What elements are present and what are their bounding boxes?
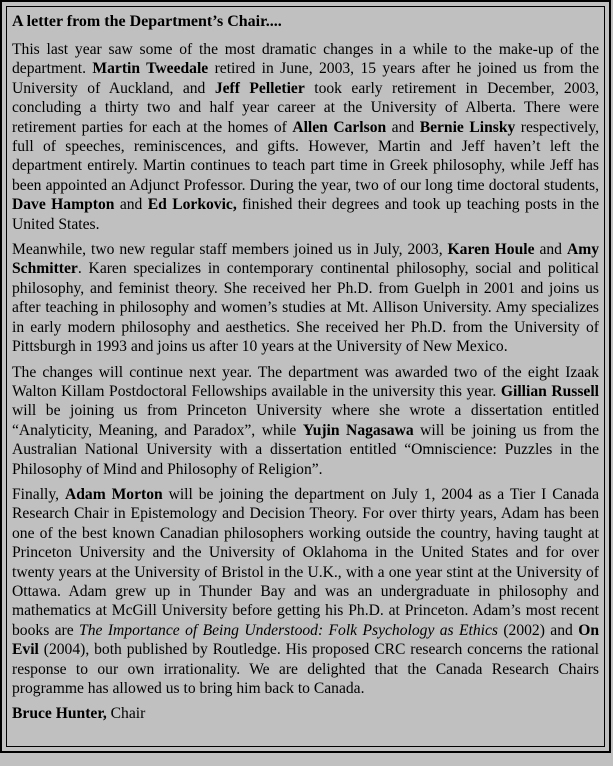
bold-text-segment: Allen Carlson (292, 118, 387, 136)
text-segment: Meanwhile, two new regular staff members joined us in July, 2003, (12, 241, 448, 259)
bold-text-segment: Yujin Nagasawa (302, 421, 414, 439)
signature (12, 704, 599, 723)
bold-text-segment: On Evil (12, 621, 599, 659)
text-segment: (2004), both published by Routledge. His proposed CRC research concerns the rational response to our own irrationality. We are delighted that the Canada Research Chairs programme has allowed us to bring him back to Canada. (12, 641, 599, 697)
text-segment: and (534, 241, 567, 259)
text-segment: respectively, full of speeches, reminiscences, and gifts. However, Martin and Jeff haven’t left the department entirely. Martin continues to teach part time in Greek philosophy, while Jeff has been appointed an Adjunct Professor. During the year, two of our long time doctoral students, (12, 118, 600, 194)
paragraph-4 (12, 485, 599, 698)
paragraph-3 (12, 363, 599, 479)
text-segment: and (386, 118, 420, 136)
text-segment: will be joining us from the Australian National University with a dissertation entitled “Omniscience: Puzzles in the Philosophy of Mind and Philosophy of Religion”. (12, 421, 599, 478)
bold-text-segment: Karen Houle (447, 241, 535, 259)
text-segment: and (114, 196, 148, 214)
bold-text-segment: Dave Hampton (12, 196, 115, 214)
text-segment: This last year saw some of the most dramatic changes in a while to the make-up of the department. (12, 41, 599, 78)
text-segment: took early retirement in December, 2003, concluding a thirty two and half year career at the University of Alberta. There were retirement parties for each at the homes of (12, 79, 600, 136)
bold-text-segment: Amy Schmitter (12, 241, 599, 278)
bold-text-segment: Ed Lorkovic, (147, 196, 237, 214)
bold-text-segment: Martin Tweedale (92, 60, 209, 78)
bold-text-segment: Bernie Linsky (419, 118, 516, 136)
bold-text-segment: Gillian Russell (500, 382, 599, 400)
bold-text-segment: Jeff Pelletier (214, 79, 305, 97)
letter-body (12, 40, 599, 724)
bold-text-segment: Bruce Hunter, (12, 705, 107, 723)
paragraph-2 (12, 240, 599, 356)
paragraph-1 (12, 40, 599, 234)
text-segment: will be joining us from Princeton University where she wrote a dissertation entitled “Analyticity, Meaning, and Paradox”, while (12, 402, 599, 439)
text-segment: retired in June, 2003, 15 years after he joined us from the University of Auckland, and (12, 60, 599, 97)
letter-title: A letter from the Department’s Chair.... (12, 13, 282, 30)
text-segment: The changes will continue next year. The department was awarded two of the eight Izaak Walton Killam Postdoctoral Fellowships available in the university this year. (12, 363, 599, 400)
text-segment: will be joining the department on July 1, 2004 as a Tier I Canada Research Chair in Epistemology and Decision Theory. For over thirty years, Adam has been one of the best known Canadian philosophers working outside the country, having taught at Princeton University and the University of Oklahoma in the United States and for over twenty years at the University of Bristol in the U.K., with a one year stint at the University of Ottawa. Adam grew up in Thunder Bay and was an undergraduate in philosophy and mathematics at McGill University before getting his Ph.D. at Princeton. Adam’s most recent books are (12, 485, 599, 639)
text-segment: (2002) and (497, 621, 579, 639)
text-segment: Finally, (12, 485, 65, 503)
bold-text-segment: Adam Morton (64, 485, 163, 503)
text-segment: finished their degrees and took up teaching posts in the United States. (12, 196, 600, 233)
italic-text-segment: The Importance of Being Understood: Folk Psychology as Ethics (79, 621, 498, 639)
text-segment: Chair (106, 705, 146, 723)
letter-inner-frame (6, 6, 605, 747)
text-segment: . Karen specializes in contemporary continental philosophy, social and political philosophy, and feminist theory. She received her Ph.D. from Guelph in 2001 and joins us after teaching in philosophy and women’s studies at Mt. Allison University. Amy specializes in early modern philosophy and aesthetics. She received her Ph.D. from the University of Pittsburgh in 1993 and joins us after 10 years at the University of New Mexico. (12, 260, 599, 356)
